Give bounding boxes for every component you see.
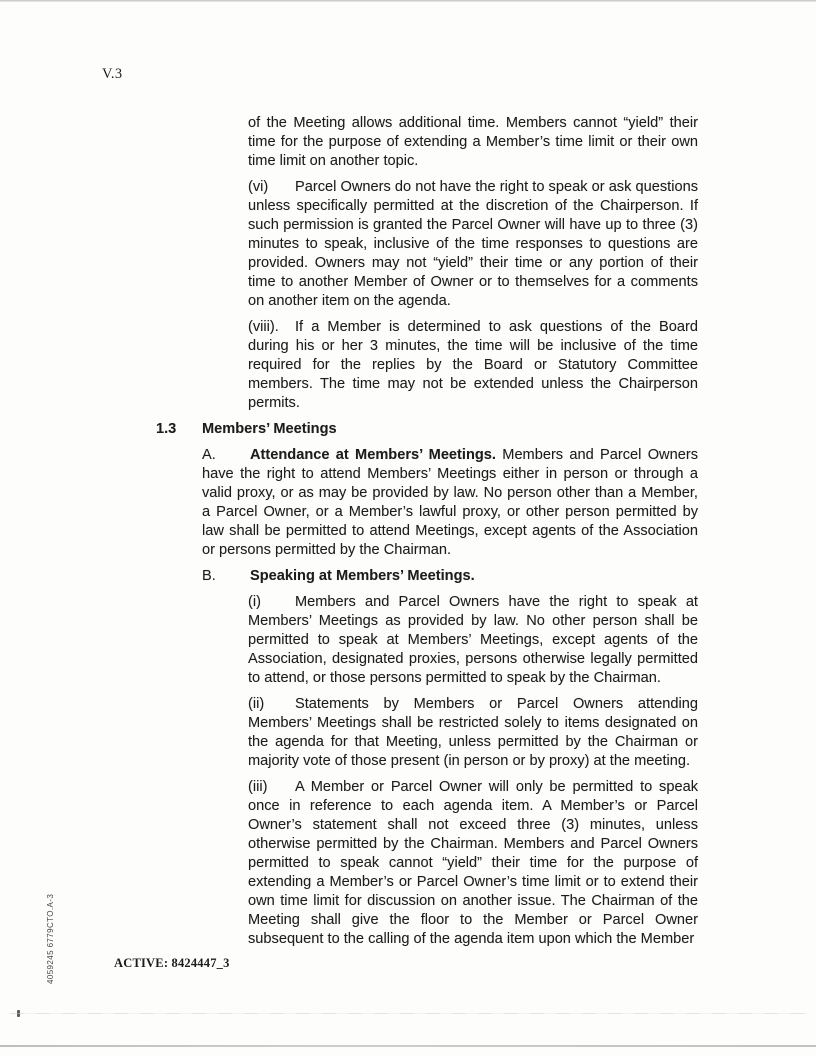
section-number: 1.3 xyxy=(156,421,177,437)
item-a-paragraph xyxy=(202,446,698,560)
item-label: (iii) xyxy=(248,779,268,795)
paragraph-text: Members and Parcel Owners have the right to attend Members’ Meetings either in person or through a valid proxy, or as may be provided by law. No person other than a Member, a Parcel Owner, or a Member’s lawful proxy, or other person permitted by law shall be permitted to attend Meetings, except agents of the Association or persons permitted by the Chairman. xyxy=(202,447,698,558)
footer-document-reference: ACTIVE: 8424447_3 xyxy=(114,956,230,970)
item-lead-in: Attendance at Members’ Meetings. xyxy=(250,447,496,463)
item-lead-in: Speaking at Members’ Meetings. xyxy=(250,568,475,584)
item-iii-paragraph xyxy=(248,778,698,949)
paragraph-text: Parcel Owners do not have the right to speak or ask questions unless specifically permitted at the discretion of the Chairperson. If such permission is granted the Parcel Owner will have up to three (3) minutes to speak, inclusive of the time responses to questions are provided. Owners may not “yield” their time or any portion of their time to another Member of Owner or to themselves for a comments on another item on the agenda. xyxy=(248,179,698,309)
paragraph-text: Members and Parcel Owners have the right to speak at Members’ Meetings as provided by law. No other person shall be permitted to speak at Members’ Meetings, except agents of the Association, designated proxies, persons otherwise legally permitted to attend, or those persons permitted to speak by the Chairman. xyxy=(248,594,698,686)
item-viii-paragraph xyxy=(248,318,698,413)
item-vi-paragraph xyxy=(248,178,698,311)
scan-top-edge-line xyxy=(0,0,816,2)
document-body xyxy=(156,114,698,956)
scan-artifact-line-faint xyxy=(10,1013,806,1014)
version-mark: V.3 xyxy=(102,66,123,82)
item-ii-paragraph xyxy=(248,695,698,771)
scan-artifact-line-strong xyxy=(0,1045,816,1047)
paragraph-text: If a Member is determined to ask questions of the Board during his or her 3 minutes, the time will be inclusive of the time required for the replies by the Board or Statutory Committee members. The time may not be extended unless the Chairperson permits. xyxy=(248,319,698,411)
section-title: Members’ Meetings xyxy=(202,421,337,437)
item-i-paragraph xyxy=(248,593,698,688)
section-heading xyxy=(156,420,698,439)
paragraph-text: Statements by Members or Parcel Owners attending Members’ Meetings shall be restricted solely to items designated on the agenda for that Meeting, unless permitted by the Chairman or majority vote of those present (in person or by proxy) at the meeting. xyxy=(248,696,698,769)
item-label: (viii). xyxy=(248,319,279,335)
item-label: (ii) xyxy=(248,696,265,712)
edge-stamp-vertical: 4059245 6779CTO.A-3 xyxy=(46,893,55,984)
item-b-heading xyxy=(202,567,698,586)
item-label: (i) xyxy=(248,594,261,610)
item-label: (vi) xyxy=(248,179,269,195)
item-label: B. xyxy=(202,568,216,584)
paragraph-text: A Member or Parcel Owner will only be permitted to speak once in reference to each agenda item. A Member’s or Parcel Owner’s statement shall not exceed three (3) minutes, unless otherwise permitted by the Chairman. Members and Parcel Owners permitted to speak cannot “yield” their time for the purpose of extending a Member’s or Parcel Owner’s time limit or to extend their own time limit for discussion on another issue. The Chairman of the Meeting shall give the floor to the Member or Parcel Owner subsequent to the calling of the agenda item upon which the Member xyxy=(248,779,698,947)
continuation-paragraph xyxy=(248,114,698,171)
item-label: A. xyxy=(202,447,216,463)
paragraph-text: of the Meeting allows additional time. Members cannot “yield” their time for the purpose of extending a Member’s time limit or their own time limit on another topic. xyxy=(248,115,698,169)
